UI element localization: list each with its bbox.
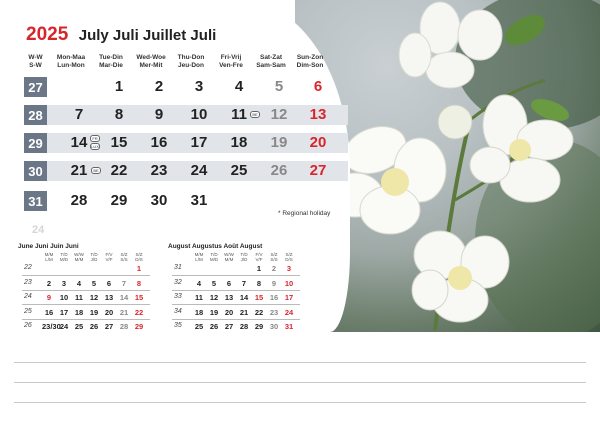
day-cell: 7: [74, 106, 84, 123]
mini-day-cell: 17: [59, 307, 69, 317]
mini-day-cell: 1: [136, 264, 142, 273]
mini-week-number: 25: [24, 307, 32, 315]
mini-day-cell: 11: [75, 293, 83, 302]
mini-weekday-header: M/M L/M: [44, 252, 54, 262]
mini-day-cell: 18: [194, 307, 204, 317]
mini-day-cell: 14: [239, 293, 249, 302]
mini-day-cell: 19: [89, 307, 99, 317]
mini-day-cell: 25: [194, 322, 204, 331]
mini-calendar-august: [168, 243, 308, 333]
mini-calendar-june: [18, 243, 158, 333]
mini-day-cell: 5: [91, 278, 97, 288]
mini-day-cell: 4: [196, 278, 202, 288]
year-label: 2025: [26, 24, 69, 45]
day-cell: [264, 191, 294, 211]
day-cell: 2: [154, 78, 164, 95]
regional-holiday-badge: BE: [250, 111, 260, 118]
mini-weekday-header: T/D J/D: [240, 252, 248, 262]
mini-day-cell: 13: [224, 293, 234, 302]
day-cell: 30: [150, 192, 168, 209]
mini-day-cell: 17: [284, 293, 294, 302]
day-cell: 9: [154, 106, 164, 123]
mini-week-number: 31: [174, 264, 182, 271]
mini-weekday-header: S/Z S/S: [120, 252, 128, 262]
week-row: [24, 191, 348, 211]
mini-weekday-header: M/M L/M: [194, 252, 204, 262]
mini-weekday-header: S/Z D/S: [285, 252, 293, 262]
regional-holiday-badge: FR: [90, 135, 100, 142]
mini-day-cell: 23/30: [42, 322, 61, 331]
day-cell: 27: [309, 162, 327, 179]
mini-day-cell: 27: [104, 322, 114, 331]
mini-day-cell: 3: [61, 278, 67, 288]
mini-day-cell: 30: [269, 322, 279, 331]
day-cell: 13: [309, 106, 327, 123]
week-number: 31: [24, 191, 47, 211]
mini-day-cell: 5: [211, 278, 217, 288]
mini-day-cell: 22: [254, 307, 264, 317]
note-line-3: [14, 402, 586, 403]
day-cell: 26: [270, 162, 288, 179]
mini-week-number: 35: [174, 322, 182, 329]
note-line-1: [14, 362, 586, 363]
mini-day-cell: 15: [254, 293, 264, 302]
day-cell: 18: [230, 134, 248, 151]
mini-day-cell: 20: [104, 307, 114, 317]
mini-june-title: June Juni Juin Juni: [18, 243, 79, 250]
weekday-header-week: W-W S-W: [28, 54, 43, 69]
mini-weekday-header: T/D M/D: [209, 252, 219, 262]
mini-day-cell: 6: [106, 278, 112, 288]
day-cell: 11: [231, 106, 247, 123]
mini-day-cell: 14: [119, 293, 129, 302]
day-cell: 29: [110, 192, 128, 209]
mini-day-cell: 28: [119, 322, 129, 331]
day-cell: 22: [110, 162, 128, 179]
day-cell: [64, 77, 94, 97]
calendar-title: [26, 24, 216, 46]
mini-day-cell: 6: [226, 278, 232, 288]
mini-day-cell: 23: [269, 307, 279, 317]
mini-day-cell: 16: [269, 293, 279, 302]
weekday-header-wed: Wed-Woe Mer-Mit: [136, 54, 166, 69]
mini-day-cell: 7: [121, 278, 127, 288]
week-row: [24, 105, 348, 125]
mini-row-divider: [172, 290, 300, 291]
main-month-calendar: [16, 16, 346, 236]
mini-weekday-header: W/W M/M: [224, 252, 234, 262]
weekday-header-fri: Fri-Vrij Ven-Fre: [219, 54, 243, 69]
day-cell: 31: [190, 192, 208, 209]
mini-day-cell: 24: [284, 307, 294, 317]
mini-day-cell: 16: [44, 307, 54, 317]
day-cell: [224, 191, 254, 211]
week-number: 27: [24, 77, 47, 97]
week-row: [24, 77, 348, 97]
mini-day-cell: 8: [136, 278, 142, 288]
week-row: [24, 133, 348, 153]
mini-day-cell: 13: [104, 293, 114, 302]
mini-day-cell: 12: [89, 293, 99, 302]
mini-weekday-header: F/V V/F: [255, 252, 263, 262]
day-cell: 28: [70, 192, 88, 209]
month-names-label: July Juli Juillet Juli: [78, 27, 217, 44]
week-number: 28: [24, 105, 47, 125]
mini-day-cell: 9: [46, 293, 52, 302]
mini-day-cell: 7: [241, 278, 247, 288]
mini-day-cell: 29: [134, 322, 144, 331]
day-cell: 14: [70, 134, 88, 151]
mini-week-number: 26: [24, 322, 32, 329]
day-cell: 8: [114, 106, 124, 123]
mini-day-cell: 22: [134, 307, 144, 317]
mini-day-cell: 27: [224, 322, 234, 331]
mini-day-cell: 2: [271, 264, 277, 273]
mini-weekday-header: F/V V/F: [105, 252, 113, 262]
mini-day-cell: 20: [224, 307, 234, 317]
day-cell: 12: [270, 106, 288, 123]
mini-day-cell: 31: [284, 322, 294, 331]
mini-august-title: August Augustus Août August: [168, 243, 263, 250]
mini-day-cell: 8: [256, 278, 262, 288]
day-cell: 5: [274, 78, 284, 95]
mini-day-cell: 19: [209, 307, 219, 317]
mini-row-divider: [22, 290, 150, 291]
day-cell: 24: [190, 162, 208, 179]
mini-day-cell: 3: [286, 264, 292, 273]
mini-week-number: 24: [24, 293, 32, 300]
mini-weekday-header: S/Z D/S: [135, 252, 143, 262]
faded-week-mark: 24: [32, 224, 45, 236]
weekday-header-sat: Sat-Zat Sam-Sam: [256, 54, 286, 69]
day-cell: 1: [114, 78, 124, 95]
day-cell: 3: [194, 78, 204, 95]
mini-day-cell: 4: [76, 278, 82, 288]
mini-day-cell: 21: [119, 307, 129, 317]
weekday-header-thu: Thu-Don Jeu-Don: [177, 54, 205, 69]
mini-row-divider: [172, 275, 300, 276]
day-cell: 17: [190, 134, 208, 151]
mini-day-cell: 10: [59, 293, 69, 302]
day-cell: 15: [110, 134, 128, 151]
regional-holiday-badge: LUX: [91, 144, 99, 149]
mini-row-divider: [172, 304, 300, 305]
mini-day-cell: 10: [284, 278, 294, 288]
mini-day-cell: 18: [74, 307, 84, 317]
mini-day-cell: 15: [134, 293, 144, 302]
mini-week-number: 32: [174, 278, 182, 286]
mini-row-divider: [22, 275, 150, 276]
weekday-header-sun: Sun-Zon Dim-Son: [296, 54, 324, 69]
day-cell: 20: [309, 134, 327, 151]
day-cell: 16: [150, 134, 168, 151]
mini-week-number: 33: [174, 293, 182, 300]
mini-day-cell: 11: [195, 293, 203, 302]
day-cell: [303, 191, 333, 211]
mini-weekday-header: T/D J/D: [90, 252, 98, 262]
mini-day-cell: 26: [209, 322, 219, 331]
mini-week-number: 22: [24, 264, 32, 271]
day-cell: 10: [190, 106, 208, 123]
mini-row-divider: [172, 319, 300, 320]
week-row: [24, 161, 348, 181]
mini-row-divider: [22, 304, 150, 305]
day-cell: 6: [313, 78, 323, 95]
day-cell: 4: [234, 78, 244, 95]
mini-weekday-header: T/D M/D: [59, 252, 69, 262]
mini-day-cell: 25: [74, 322, 84, 331]
mini-day-cell: 24: [59, 322, 69, 331]
day-cell: 21: [70, 162, 88, 179]
mini-day-cell: 21: [239, 307, 249, 317]
mini-day-cell: 26: [89, 322, 99, 331]
mini-weekday-header: S/Z S/S: [270, 252, 278, 262]
mini-day-cell: 28: [239, 322, 249, 331]
mini-row-divider: [22, 319, 150, 320]
day-cell: 23: [150, 162, 168, 179]
mini-week-number: 34: [174, 307, 182, 315]
mini-week-number: 23: [24, 278, 32, 286]
mini-day-cell: 12: [209, 293, 219, 302]
regional-holiday-badge: BE: [91, 167, 101, 174]
weekday-header-tue: Tue-Din Mar-Die: [99, 54, 123, 69]
mini-day-cell: 9: [271, 278, 277, 288]
regional-holiday-note: * Regional holiday: [278, 210, 331, 217]
day-cell: 25: [230, 162, 248, 179]
day-cell: 19: [270, 134, 288, 151]
note-line-2: [14, 382, 586, 383]
weekday-header-mon: Mon-Maa Lun-Mon: [56, 54, 86, 69]
week-number: 30: [24, 161, 47, 181]
mini-day-cell: 2: [46, 278, 52, 288]
week-number: 29: [24, 133, 47, 153]
mini-weekday-header: W/W M/M: [74, 252, 84, 262]
mini-day-cell: 1: [256, 264, 262, 273]
mini-day-cell: 29: [254, 322, 264, 331]
